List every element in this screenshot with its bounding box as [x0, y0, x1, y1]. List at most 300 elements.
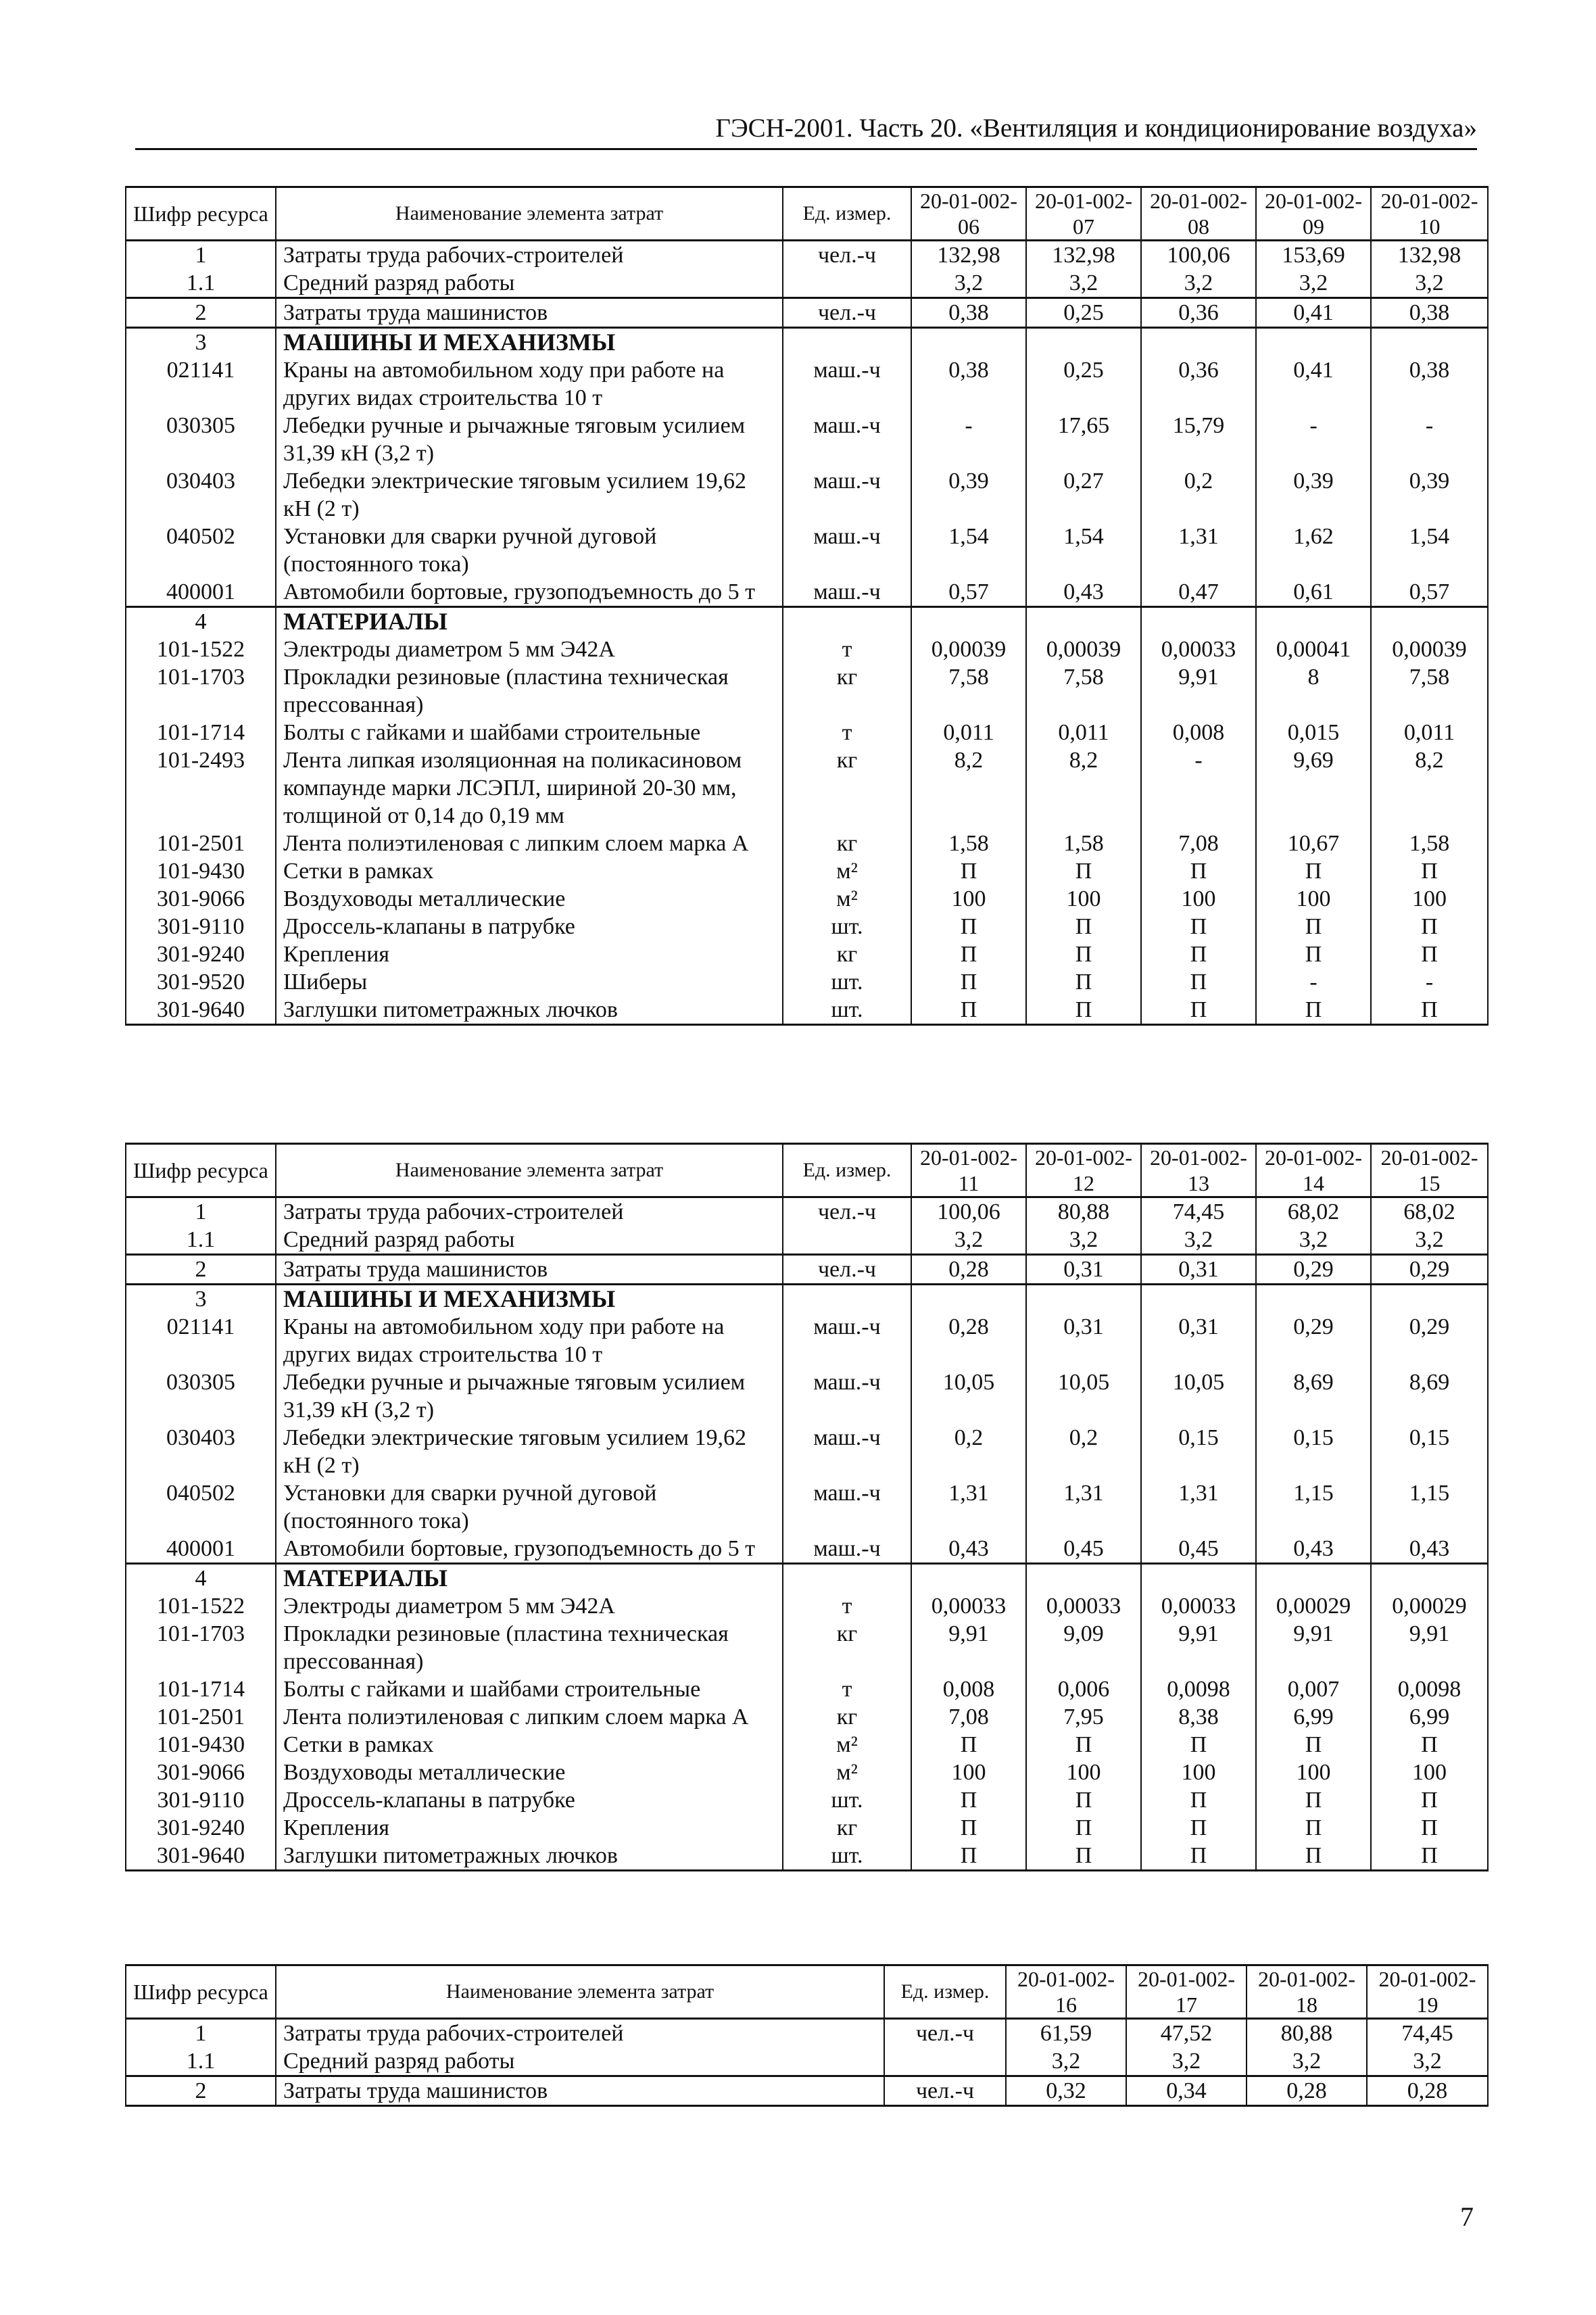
value-cell: 100	[911, 1759, 1026, 1786]
value-cell: П	[1256, 1731, 1371, 1759]
resource-code: 4	[126, 1564, 276, 1593]
cost-element-name: Лебедки ручные и рычажные тяговым усилием 31,39 кН (3,2 т)	[276, 412, 783, 467]
table-row	[126, 940, 1488, 968]
value-cell: 1,31	[1141, 523, 1256, 578]
cost-element-name: Сетки в рамках	[276, 1731, 783, 1759]
value-cell	[1026, 1285, 1141, 1314]
value-cell: 9,91	[1141, 663, 1256, 719]
value-cell: 68,02	[1256, 1197, 1371, 1226]
value-cell: 0,57	[1371, 578, 1488, 607]
unit-cell: чел.-ч	[783, 298, 911, 328]
value-cell: П	[1256, 1786, 1371, 1814]
unit-cell: кг	[783, 1703, 911, 1731]
value-cell: 100	[1371, 1759, 1488, 1786]
value-cell: -	[911, 412, 1026, 467]
unit-cell: кг	[783, 830, 911, 857]
unit-cell: маш.-ч	[783, 1368, 911, 1424]
value-cell: 0,29	[1371, 1313, 1488, 1368]
value-cell: П	[1141, 940, 1256, 968]
resource-code: 301-9240	[126, 1814, 276, 1842]
table-row	[126, 1424, 1488, 1479]
unit-cell	[783, 1285, 911, 1314]
value-cell: 8,69	[1371, 1368, 1488, 1424]
section-row	[126, 328, 1488, 357]
table-row	[126, 1675, 1488, 1703]
unit-cell	[783, 607, 911, 636]
section-title: МАТЕРИАЛЫ	[276, 1564, 783, 1593]
table-row	[126, 857, 1488, 885]
value-cell: 0,2	[911, 1424, 1026, 1479]
value-cell	[1141, 1564, 1256, 1593]
resource-code: 301-9640	[126, 996, 276, 1025]
value-cell: 47,52	[1126, 2019, 1247, 2048]
value-cell	[1026, 1564, 1141, 1593]
section-row	[126, 607, 1488, 636]
cost-element-name: Лента полиэтиленовая с липким слоем марка А	[276, 830, 783, 857]
table-row	[126, 1255, 1488, 1285]
resource-code: 030305	[126, 412, 276, 467]
cost-element-name: Установки для сварки ручной дуговой (постоянного тока)	[276, 1479, 783, 1535]
resource-code: 301-9520	[126, 968, 276, 996]
table-row	[126, 2047, 1488, 2076]
value-cell: 153,69	[1256, 241, 1371, 270]
unit-cell: маш.-ч	[783, 1424, 911, 1479]
resource-code: 101-1714	[126, 719, 276, 746]
cost-element-name: Затраты труда рабочих-строителей	[276, 241, 783, 270]
value-cell: 100	[1256, 885, 1371, 913]
table-row	[126, 1535, 1488, 1564]
resource-code: 4	[126, 607, 276, 636]
cost-element-name: Дроссель-клапаны в патрубке	[276, 1786, 783, 1814]
value-cell: 0,00039	[1371, 636, 1488, 663]
table-header-row	[126, 187, 1488, 241]
value-cell: 0,27	[1026, 467, 1141, 523]
cost-element-name: Лебедки ручные и рычажные тяговым усилием 31,39 кН (3,2 т)	[276, 1368, 783, 1424]
value-cell: 3,2	[1247, 2047, 1367, 2076]
unit-cell: кг	[783, 746, 911, 830]
value-cell: П	[1256, 1814, 1371, 1842]
value-cell: 1,54	[1371, 523, 1488, 578]
resource-code: 021141	[126, 356, 276, 412]
value-cell: 0,00033	[911, 1592, 1026, 1620]
value-cell: П	[1371, 1731, 1488, 1759]
header-norm-code: 20-01-002-15	[1371, 1144, 1488, 1197]
value-cell: 15,79	[1141, 412, 1256, 467]
value-cell	[911, 607, 1026, 636]
value-cell: П	[911, 940, 1026, 968]
value-cell	[1141, 328, 1256, 357]
value-cell: П	[1026, 1786, 1141, 1814]
header-norm-code: 20-01-002-08	[1141, 187, 1256, 241]
value-cell	[1026, 328, 1141, 357]
value-cell: 1,31	[911, 1479, 1026, 1535]
value-cell: 0,00041	[1256, 636, 1371, 663]
cost-element-name: Крепления	[276, 1814, 783, 1842]
value-cell: 9,91	[1256, 1620, 1371, 1675]
value-cell: 9,91	[1141, 1620, 1256, 1675]
table-row	[126, 663, 1488, 719]
value-cell: 0,38	[911, 298, 1026, 328]
cost-element-name: Средний разряд работы	[276, 269, 783, 298]
table-row	[126, 913, 1488, 940]
value-cell: 1,58	[911, 830, 1026, 857]
value-cell: 0,2	[1141, 467, 1256, 523]
value-cell: 0,15	[1371, 1424, 1488, 1479]
unit-cell: чел.-ч	[783, 241, 911, 270]
value-cell: 1,58	[1371, 830, 1488, 857]
value-cell: 3,2	[1256, 1226, 1371, 1255]
value-cell: 0,28	[1247, 2076, 1367, 2106]
header-name: Наименование элемента затрат	[276, 187, 783, 241]
value-cell: 6,99	[1256, 1703, 1371, 1731]
cost-element-name: Крепления	[276, 940, 783, 968]
value-cell: П	[1371, 913, 1488, 940]
resource-code: 101-9430	[126, 1731, 276, 1759]
cost-element-name: Краны на автомобильном ходу при работе на других видах строительства 10 т	[276, 1313, 783, 1368]
value-cell	[911, 328, 1026, 357]
header-name: Наименование элемента затрат	[276, 1965, 884, 2019]
unit-cell: маш.-ч	[783, 1313, 911, 1368]
value-cell: 0,29	[1256, 1255, 1371, 1285]
value-cell: П	[1026, 913, 1141, 940]
value-cell: 0,39	[1371, 467, 1488, 523]
resource-code: 301-9640	[126, 1842, 276, 1871]
table-row	[126, 1197, 1488, 1226]
value-cell: П	[1256, 913, 1371, 940]
unit-cell: кг	[783, 1814, 911, 1842]
value-cell: П	[1141, 1786, 1256, 1814]
cost-element-name: Электроды диаметром 5 мм Э42А	[276, 636, 783, 663]
header-code: Шифр ресурса	[126, 1965, 276, 2019]
table-row	[126, 467, 1488, 523]
value-cell: 0,15	[1141, 1424, 1256, 1479]
value-cell: 7,58	[1371, 663, 1488, 719]
value-cell: 1,62	[1256, 523, 1371, 578]
value-cell: 100	[1141, 885, 1256, 913]
resource-code: 2	[126, 1255, 276, 1285]
table-row	[126, 241, 1488, 270]
value-cell: -	[1371, 412, 1488, 467]
value-cell: 0,32	[1006, 2076, 1126, 2106]
value-cell: П	[911, 857, 1026, 885]
value-cell: 0,31	[1026, 1255, 1141, 1285]
value-cell: 3,2	[1141, 269, 1256, 298]
value-cell: П	[911, 996, 1026, 1025]
table-row	[126, 1814, 1488, 1842]
resource-code: 400001	[126, 1535, 276, 1564]
table-row	[126, 1759, 1488, 1786]
table-row	[126, 1842, 1488, 1871]
value-cell: 8,38	[1141, 1703, 1256, 1731]
value-cell: П	[1371, 1842, 1488, 1871]
value-cell: 0,47	[1141, 578, 1256, 607]
value-cell: 6,99	[1371, 1703, 1488, 1731]
value-cell: 0,31	[1026, 1313, 1141, 1368]
unit-cell: т	[783, 636, 911, 663]
section-row	[126, 1564, 1488, 1593]
cost-element-name: Затраты труда рабочих-строителей	[276, 1197, 783, 1226]
table-row	[126, 968, 1488, 996]
value-cell: 0,38	[1371, 298, 1488, 328]
unit-cell: кг	[783, 1620, 911, 1675]
unit-cell: маш.-ч	[783, 356, 911, 412]
value-cell: 0,43	[1371, 1535, 1488, 1564]
value-cell: 8,2	[1371, 746, 1488, 830]
resource-code: 101-9430	[126, 857, 276, 885]
resource-code: 101-1703	[126, 663, 276, 719]
value-cell: 80,88	[1247, 2019, 1367, 2048]
value-cell	[1256, 328, 1371, 357]
table-row	[126, 578, 1488, 607]
value-cell: П	[1256, 996, 1371, 1025]
value-cell: 0,57	[911, 578, 1026, 607]
value-cell	[1141, 1285, 1256, 1314]
unit-cell: т	[783, 719, 911, 746]
value-cell: 0,00033	[1141, 1592, 1256, 1620]
value-cell: 0,36	[1141, 356, 1256, 412]
value-cell: 100	[1026, 1759, 1141, 1786]
value-cell: П	[1141, 996, 1256, 1025]
table-row	[126, 719, 1488, 746]
cost-element-name: Средний разряд работы	[276, 2047, 884, 2076]
header-code: Шифр ресурса	[126, 187, 276, 241]
table-row	[126, 1313, 1488, 1368]
value-cell: 8,2	[911, 746, 1026, 830]
section-row	[126, 1285, 1488, 1314]
unit-cell: кг	[783, 940, 911, 968]
value-cell: 3,2	[1367, 2047, 1488, 2076]
table-row	[126, 356, 1488, 412]
cost-element-name: Воздуховоды металлические	[276, 885, 783, 913]
table-row	[126, 1731, 1488, 1759]
value-cell: П	[1026, 996, 1141, 1025]
unit-cell	[783, 269, 911, 298]
value-cell: 100	[911, 885, 1026, 913]
unit-cell	[884, 2047, 1006, 2076]
cost-element-name: Болты с гайками и шайбами строительные	[276, 719, 783, 746]
value-cell: П	[1371, 857, 1488, 885]
value-cell: 132,98	[1371, 241, 1488, 270]
norm-table-3	[125, 1964, 1489, 2107]
value-cell: П	[911, 913, 1026, 940]
section-title: МАШИНЫ И МЕХАНИЗМЫ	[276, 328, 783, 357]
value-cell: 0,007	[1256, 1675, 1371, 1703]
unit-cell: шт.	[783, 913, 911, 940]
unit-cell: чел.-ч	[783, 1197, 911, 1226]
value-cell: 3,2	[1371, 1226, 1488, 1255]
header-norm-code: 20-01-002-19	[1367, 1965, 1488, 2019]
value-cell: 0,29	[1371, 1255, 1488, 1285]
resource-code: 101-1714	[126, 1675, 276, 1703]
value-cell: 0,15	[1256, 1424, 1371, 1479]
resource-code: 101-2501	[126, 1703, 276, 1731]
unit-cell: шт.	[783, 968, 911, 996]
unit-cell	[783, 1564, 911, 1593]
table-row	[126, 996, 1488, 1025]
value-cell	[1371, 1285, 1488, 1314]
unit-cell: м²	[783, 1759, 911, 1786]
value-cell: 7,08	[911, 1703, 1026, 1731]
value-cell: П	[911, 1814, 1026, 1842]
value-cell: 0,0098	[1371, 1675, 1488, 1703]
cost-element-name: Шиберы	[276, 968, 783, 996]
value-cell: 61,59	[1006, 2019, 1126, 2048]
value-cell: 0,31	[1141, 1255, 1256, 1285]
table-row	[126, 1592, 1488, 1620]
value-cell: П	[1371, 996, 1488, 1025]
resource-code: 101-1522	[126, 636, 276, 663]
unit-cell: шт.	[783, 1786, 911, 1814]
value-cell: 0,41	[1256, 356, 1371, 412]
table-row	[126, 269, 1488, 298]
value-cell: 10,05	[911, 1368, 1026, 1424]
table-row	[126, 1703, 1488, 1731]
value-cell: 0,38	[1371, 356, 1488, 412]
value-cell: 0,015	[1256, 719, 1371, 746]
value-cell: 0,011	[1371, 719, 1488, 746]
value-cell: П	[1026, 1842, 1141, 1871]
resource-code: 400001	[126, 578, 276, 607]
resource-code: 030403	[126, 1424, 276, 1479]
table-header-row	[126, 1144, 1488, 1197]
cost-element-name: Лента липкая изоляционная на поликасиновом компаунде марки ЛСЭПЛ, шириной 20-30 мм, толщиной от 0,14 до 0,19 мм	[276, 746, 783, 830]
value-cell: П	[1256, 857, 1371, 885]
cost-element-name: Заглушки питометражных лючков	[276, 1842, 783, 1871]
value-cell: 100	[1371, 885, 1488, 913]
unit-cell: т	[783, 1592, 911, 1620]
value-cell: П	[1026, 857, 1141, 885]
value-cell: 8,2	[1026, 746, 1141, 830]
resource-code: 101-2501	[126, 830, 276, 857]
value-cell: 0,011	[911, 719, 1026, 746]
value-cell: П	[1256, 940, 1371, 968]
value-cell: 0,45	[1141, 1535, 1256, 1564]
value-cell: 0,2	[1026, 1424, 1141, 1479]
value-cell: П	[1371, 940, 1488, 968]
value-cell: 3,2	[1026, 269, 1141, 298]
cost-element-name: Прокладки резиновые (пластина техническая прессованная)	[276, 663, 783, 719]
cost-element-name: Средний разряд работы	[276, 1226, 783, 1255]
table-row	[126, 1226, 1488, 1255]
cost-element-name: Краны на автомобильном ходу при работе на других видах строительства 10 т	[276, 356, 783, 412]
unit-cell: чел.-ч	[884, 2076, 1006, 2106]
value-cell: 1,15	[1371, 1479, 1488, 1535]
value-cell: П	[1141, 1731, 1256, 1759]
header-name: Наименование элемента затрат	[276, 1144, 783, 1197]
value-cell	[1256, 607, 1371, 636]
cost-element-name: Сетки в рамках	[276, 857, 783, 885]
value-cell: 8,69	[1256, 1368, 1371, 1424]
value-cell: 68,02	[1371, 1197, 1488, 1226]
resource-code: 301-9110	[126, 1786, 276, 1814]
cost-element-name: Дроссель-клапаны в патрубке	[276, 913, 783, 940]
table-row	[126, 1368, 1488, 1424]
value-cell: П	[911, 1786, 1026, 1814]
value-cell: 10,67	[1256, 830, 1371, 857]
value-cell: 3,2	[1006, 2047, 1126, 2076]
resource-code: 301-9240	[126, 940, 276, 968]
cost-element-name: Затраты труда машинистов	[276, 298, 783, 328]
unit-cell: шт.	[783, 1842, 911, 1871]
cost-element-name: Воздуховоды металлические	[276, 1759, 783, 1786]
header-norm-code: 20-01-002-07	[1026, 187, 1141, 241]
resource-code: 301-9110	[126, 913, 276, 940]
value-cell: 100,06	[1141, 241, 1256, 270]
table-row	[126, 298, 1488, 328]
cost-element-name: Болты с гайками и шайбами строительные	[276, 1675, 783, 1703]
value-cell: П	[1371, 1814, 1488, 1842]
resource-code: 1	[126, 241, 276, 270]
value-cell: 1,31	[1026, 1479, 1141, 1535]
unit-cell: м²	[783, 885, 911, 913]
table-row	[126, 1620, 1488, 1675]
table-row	[126, 636, 1488, 663]
resource-code: 1.1	[126, 269, 276, 298]
header-norm-code: 20-01-002-11	[911, 1144, 1026, 1197]
resource-code: 1.1	[126, 1226, 276, 1255]
value-cell	[1256, 1564, 1371, 1593]
cost-element-name: Лебедки электрические тяговым усилием 19,62 кН (2 т)	[276, 467, 783, 523]
value-cell: П	[1141, 857, 1256, 885]
value-cell: П	[1256, 1842, 1371, 1871]
value-cell: 0,0098	[1141, 1675, 1256, 1703]
value-cell: 100	[1256, 1759, 1371, 1786]
value-cell: П	[911, 968, 1026, 996]
resource-code: 030403	[126, 467, 276, 523]
value-cell: 0,011	[1026, 719, 1141, 746]
value-cell: 8	[1256, 663, 1371, 719]
value-cell	[1371, 607, 1488, 636]
value-cell: 7,58	[911, 663, 1026, 719]
resource-code: 3	[126, 1285, 276, 1314]
section-title: МАТЕРИАЛЫ	[276, 607, 783, 636]
cost-element-name: Лебедки электрические тяговым усилием 19,62 кН (2 т)	[276, 1424, 783, 1479]
value-cell: 0,25	[1026, 298, 1141, 328]
value-cell: 0,39	[1256, 467, 1371, 523]
resource-code: 1.1	[126, 2047, 276, 2076]
header-norm-code: 20-01-002-13	[1141, 1144, 1256, 1197]
cost-element-name: Автомобили бортовые, грузоподъемность до 5 т	[276, 1535, 783, 1564]
value-cell	[1371, 1564, 1488, 1593]
value-cell: -	[1371, 968, 1488, 996]
value-cell	[1371, 328, 1488, 357]
value-cell: 0,38	[911, 356, 1026, 412]
value-cell: П	[911, 1731, 1026, 1759]
value-cell: 0,61	[1256, 578, 1371, 607]
resource-code: 2	[126, 298, 276, 328]
header-unit: Ед. измер.	[884, 1965, 1006, 2019]
header-norm-code: 20-01-002-12	[1026, 1144, 1141, 1197]
header-unit: Ед. измер.	[783, 187, 911, 241]
cost-element-name: Электроды диаметром 5 мм Э42А	[276, 1592, 783, 1620]
table-row	[126, 1786, 1488, 1814]
value-cell: 0,34	[1126, 2076, 1247, 2106]
unit-cell: маш.-ч	[783, 467, 911, 523]
value-cell: -	[1256, 968, 1371, 996]
unit-cell: шт.	[783, 996, 911, 1025]
value-cell: 1,15	[1256, 1479, 1371, 1535]
resource-code: 021141	[126, 1313, 276, 1368]
table-row	[126, 885, 1488, 913]
value-cell: 0,36	[1141, 298, 1256, 328]
value-cell: П	[1141, 968, 1256, 996]
table-row	[126, 412, 1488, 467]
value-cell: П	[911, 1842, 1026, 1871]
cost-element-name: Заглушки питометражных лючков	[276, 996, 783, 1025]
page-number: 7	[1460, 2201, 1474, 2232]
value-cell: 100,06	[911, 1197, 1026, 1226]
value-cell: П	[1026, 940, 1141, 968]
